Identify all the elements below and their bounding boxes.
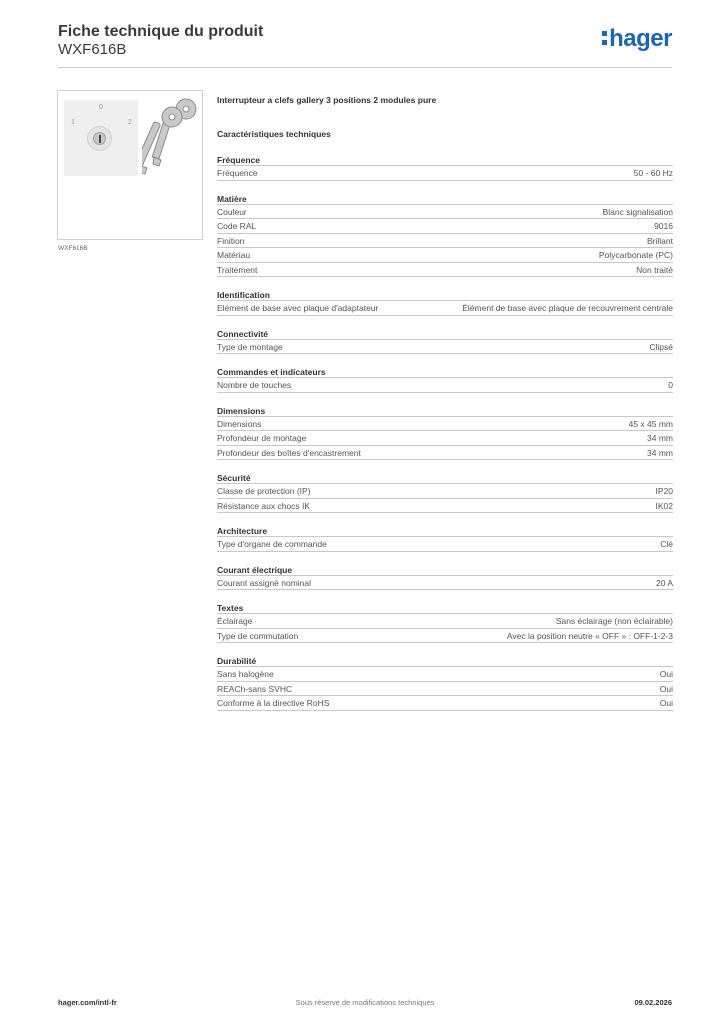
spec-label: Type d'organe de commande [217,539,327,549]
spec-label: Classe de protection (IP) [217,486,311,496]
spec-row [217,629,673,644]
logo-text: hager [609,25,672,52]
spec-value: IK02 [655,500,673,511]
section-heading: Durabilité [217,655,673,667]
section-heading: Architecture [217,525,673,537]
spec-label: Fréquence [217,168,258,178]
product-name: Interrupteur a clefs gallery 3 positions 2 modules pure [217,95,437,105]
spec-label: Type de montage [217,341,283,352]
spec-label: Courant assigné nominal [217,577,312,588]
spec-row [217,219,673,234]
footer-disclaimer: Sous réserve de modifications techniques [295,998,435,1007]
spec-label: Sans halogène [217,669,274,679]
spec-row [217,166,673,181]
spec-section [217,366,673,393]
section-heading: Matière [217,193,673,205]
spec-label: Nombre de touches [217,380,292,390]
spec-section [217,472,673,513]
page-header [58,22,672,68]
logo-dots-icon [602,31,607,45]
spec-section [217,405,673,461]
section-heading: Courant électrique [217,564,673,576]
spec-label: Conforme à la directive RoHS [217,698,330,708]
spec-row [217,234,673,249]
spec-value: Non traité [636,264,673,275]
spec-value: Oui [659,683,673,694]
section-heading: Connectivité [217,328,673,340]
spec-row [217,696,673,711]
spec-label: Couleur [217,206,247,217]
spec-row [217,340,673,355]
position-label-2: 2 [128,119,132,126]
section-heading: Dimensions [217,405,673,417]
spec-value: 9016 [654,221,673,231]
spec-row [217,576,673,591]
spec-label: Résistance aux chocs IK [217,500,311,511]
spec-value: 34 mm [647,447,673,458]
spec-value: Clé [660,539,673,549]
section-heading: Commandes et indicateurs [217,366,673,378]
spec-label: Profondeur des boîtes d'encastrement [217,447,361,458]
spec-row [217,263,673,278]
section-heading: Sécurité [217,472,673,484]
spec-label: Elément de base avec plaque d'adaptateur [217,303,379,313]
spec-section [217,328,673,355]
spec-row [217,667,673,682]
document-title: Fiche technique du produit [58,23,264,40]
footer-date: 09.02.2026 [634,998,672,1007]
position-label-1: 1 [71,119,75,126]
spec-value: 34 mm [647,433,673,443]
spec-section [217,602,673,643]
spec-value: Oui [659,698,673,708]
spec-label: Dimensions [217,418,262,429]
spec-row [217,446,673,461]
spec-sections [217,154,673,711]
spec-row [217,431,673,446]
spec-value: IP20 [655,486,673,496]
spec-value: 0 [668,380,673,390]
spec-label: Finition [217,235,245,246]
spec-value: Clipsé [649,341,673,352]
spec-label: Type de commutation [217,630,299,641]
section-heading: Identification [217,289,673,301]
spec-label: Code RAL [217,221,257,231]
spec-value: Oui [659,669,673,679]
spec-row [217,614,673,629]
switch-plate [64,100,138,176]
spec-value: 20 A [655,577,673,588]
position-label-0: 0 [99,104,103,111]
spec-section [217,525,673,552]
spec-row [217,682,673,697]
section-heading: Fréquence [217,154,673,166]
hager-logo[interactable] [602,26,672,52]
spec-label: Profondeur de montage [217,433,307,443]
product-image [57,90,203,240]
section-heading: Textes [217,602,673,614]
tech-characteristics-title: Caractéristiques techniques [217,129,331,139]
spec-value: Brillant [647,235,673,246]
spec-row [217,301,673,316]
spec-label: REACh-sans SVHC [217,683,293,694]
footer-website-link[interactable]: hager.com/intl-fr [58,998,117,1007]
key-lock-icon [87,126,112,151]
spec-value: Polycarbonate (PC) [598,250,673,260]
spec-value: 50 - 60 Hz [633,168,673,178]
spec-value: Élément de base avec plaque de recouvrement centrale [462,303,673,313]
spec-row [217,499,673,514]
spec-value: Avec la position neutre « OFF » : OFF-1-2-3 [506,630,673,641]
spec-value: Blanc signalisation [602,206,673,217]
spec-section [217,193,673,278]
spec-row [217,484,673,499]
spec-content [217,94,673,723]
page-footer [58,998,672,1010]
image-caption: WXF616B [58,245,88,252]
spec-row [217,205,673,220]
spec-value: Sans éclairage (non éclairable) [555,616,673,626]
keys-icon [142,95,202,177]
spec-section [217,289,673,316]
spec-label: Éclairage [217,616,253,626]
spec-label: Traitement [217,264,258,275]
spec-section [217,564,673,591]
spec-row [217,537,673,552]
spec-row [217,417,673,432]
spec-label: Matériau [217,250,251,260]
spec-value: 45 x 45 mm [628,418,673,429]
spec-section [217,154,673,181]
spec-row [217,378,673,393]
product-reference: WXF616B [58,41,127,58]
spec-section [217,655,673,711]
spec-row [217,248,673,263]
